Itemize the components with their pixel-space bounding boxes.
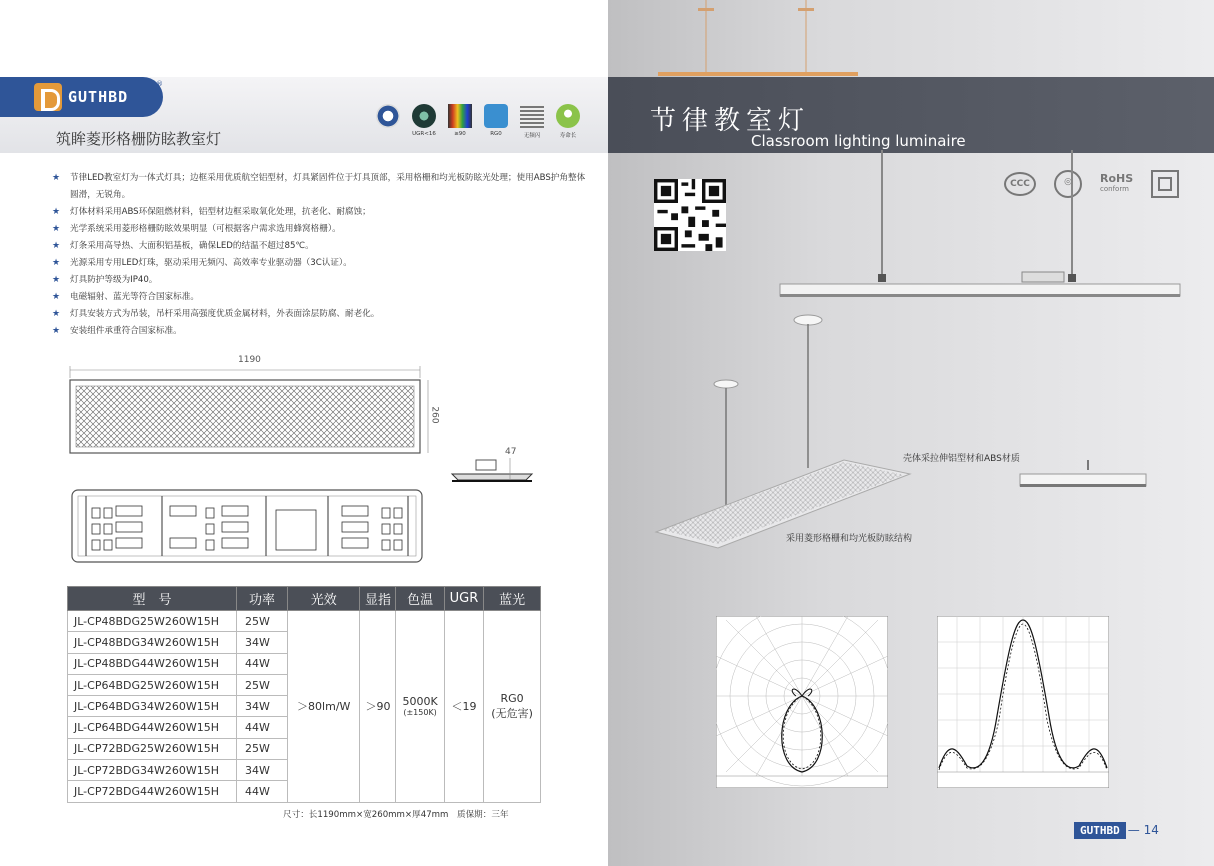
profile-render [1016, 460, 1150, 496]
polar-distribution-chart [716, 616, 888, 788]
ccc-icon: CCC [1004, 172, 1036, 196]
table-row: JL-CP48BDG25W260W15H 25W ＞80lm/W ＞90 5000K (±150K) ＜19 RG0 (无危害) [68, 611, 541, 632]
table-header: 功率 [237, 587, 288, 611]
feature-item: ★ 电磁辐射、蓝光等符合国家标准。 [52, 289, 587, 306]
ceiling-fixture-top [650, 0, 870, 80]
caption-grille: 采用菱形格栅和均光板防眩结构 [786, 534, 913, 544]
feature-item: ★ 安装组件承重符合国家标准。 [52, 323, 587, 340]
series-subtitle: Classroom lighting luminaire [751, 132, 966, 150]
dimension-length: 1190 [238, 355, 261, 365]
flicker-icon: 无频闪 [516, 104, 548, 139]
qr-code-icon [654, 179, 726, 251]
table-row: JL-CP64BDG34W260W15H 34W [68, 696, 541, 717]
drawing-top-view [66, 364, 446, 564]
feature-item: ★ 光学系统采用菱形格栅防眩效果明显（可根据客户需求选用蜂窝格栅）。 [52, 221, 587, 238]
feature-list [52, 170, 587, 340]
page-number: — 14 [1127, 823, 1159, 837]
gs1-icon [372, 104, 404, 139]
cert-icons [372, 104, 584, 139]
logo-mark-icon [34, 83, 62, 111]
cri-cell: ＞90 [360, 611, 396, 803]
bluelight-cell: RG0 (无危害) [484, 611, 541, 803]
size-warranty-note: 尺寸：长1190mm×宽260mm×厚47mm 质保期：三年 [283, 810, 509, 820]
table-header: 光效 [288, 587, 360, 611]
dimension-width: 260 [429, 406, 440, 424]
ugr-icon: UGR<16 [408, 104, 440, 139]
table-header: UGR [444, 587, 483, 611]
registered-icon: ® [156, 80, 163, 88]
cartesian-distribution-chart [937, 616, 1109, 788]
table-header: 蓝光 [484, 587, 541, 611]
brand-logo [0, 77, 163, 117]
table-row: JL-CP48BDG34W260W15H 34W [68, 632, 541, 653]
feature-item: ★ 灯具安装方式为吊装，吊杆采用高强度优质金属材料，外表面涂层防腐、耐老化。 [52, 306, 587, 323]
caption-shell: 壳体采拉伸铝型材和ABS材质 [903, 454, 1020, 464]
efficacy-cell: ＞80lm/W [288, 611, 360, 803]
table-row: JL-CP72BDG34W260W15H 34W [68, 760, 541, 781]
lifetime-icon: 寿命长 [552, 104, 584, 139]
footer-brand: GUTHBD [1074, 822, 1126, 839]
table-row: JL-CP72BDG44W260W15H 44W [68, 781, 541, 802]
dimension-height: 47 [505, 447, 517, 457]
table-row: JL-CP72BDG25W260W15H 25W [68, 738, 541, 759]
luminaire-pendant-render [648, 310, 918, 550]
feature-item: ★ 灯体材料采用ABS环保阻燃材料，铝型材边框采取氧化处理，抗老化、耐腐蚀； [52, 204, 587, 221]
product-title: 筑眸菱形格栅防眩教室灯 [56, 130, 222, 148]
feature-item: ★ 节律LED教室灯为一体式灯具；边框采用优质航空铝型材，灯具紧固件位于灯具顶部，采用格栅和均光板防眩光处理；使用ABS护角整体圆滑，无锐角。 [52, 170, 587, 204]
table-row: JL-CP64BDG25W260W15H 25W [68, 674, 541, 695]
table-header: 显指 [360, 587, 396, 611]
rohs-icon: RoHS conform [1100, 172, 1134, 193]
quality-mark-icon: ◎ [1054, 170, 1082, 198]
feature-item: ★ 光源采用专用LED灯珠，驱动采用无频闪、高效率专业驱动器（3C认证）。 [52, 255, 587, 272]
table-row: JL-CP64BDG44W260W15H 44W [68, 717, 541, 738]
page-footer [1074, 821, 1159, 839]
table-row: JL-CP48BDG44W260W15H 44W [68, 653, 541, 674]
ugr-cell: ＜19 [444, 611, 483, 803]
table-header: 型 号 [68, 587, 237, 611]
luminaire-side-render [770, 150, 1190, 310]
feature-item: ★ 灯条采用高导热、大面积铝基板，确保LED的结温不超过85℃。 [52, 238, 587, 255]
series-title: 节律教室灯 [650, 106, 811, 136]
drawing-side-view [448, 450, 538, 490]
table-header: 色温 [396, 587, 444, 611]
rg0-icon: RG0 [480, 104, 512, 139]
logo-text: GUTHBD [68, 88, 129, 106]
feature-item: ★ 灯具防护等级为IP40。 [52, 272, 587, 289]
spec-table [67, 586, 541, 803]
spectrum-icon: ≥90 [444, 104, 476, 139]
cct-cell: 5000K (±150K) [396, 611, 444, 803]
